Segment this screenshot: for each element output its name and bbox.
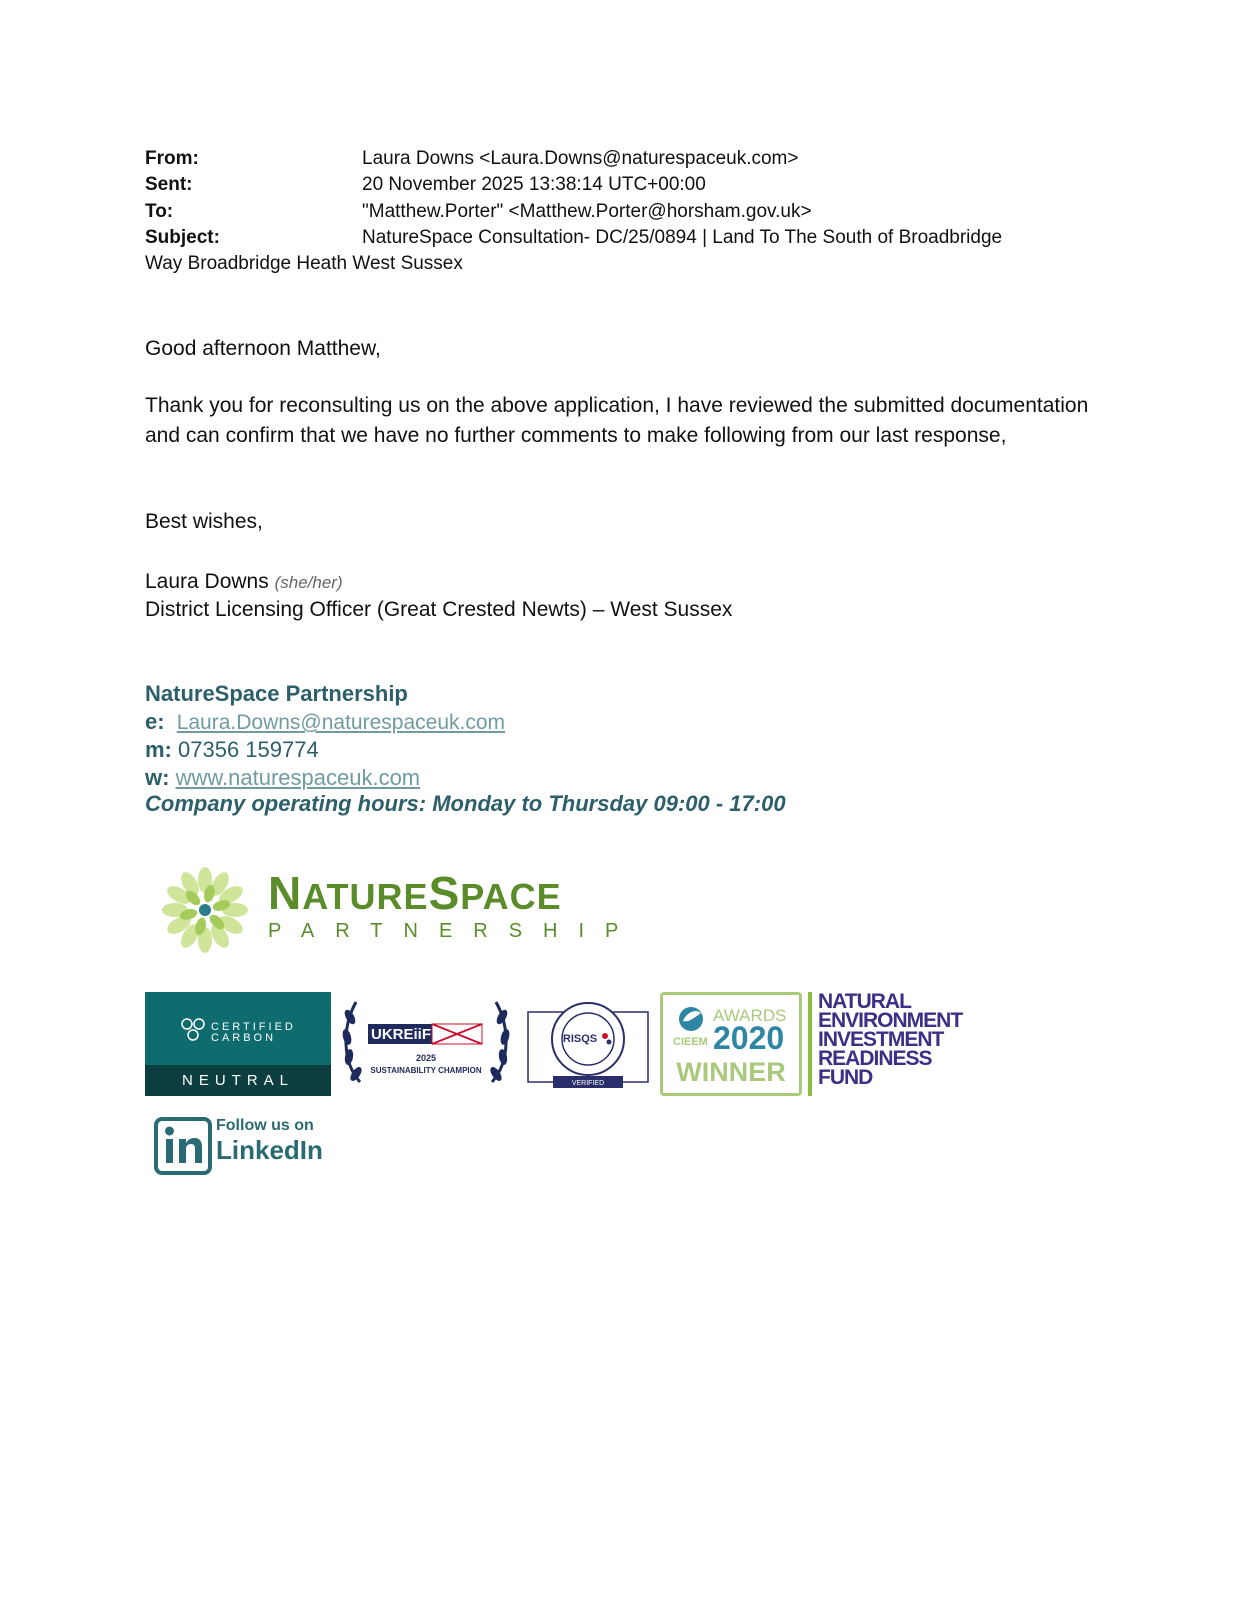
linkedin-follow-button[interactable] (154, 1117, 329, 1175)
mobile-number: 07356 159774 (178, 737, 319, 762)
mobile-label: m: (145, 737, 172, 762)
carbon-neutral-badge (145, 992, 331, 1096)
sender-name-line (145, 567, 1095, 598)
web-label: w: (145, 765, 170, 790)
molecule-icon (179, 1017, 209, 1043)
risqs-seal-icon (525, 992, 651, 1096)
signature-web-row (145, 764, 420, 792)
risqs-caption: VERIFIED (571, 1080, 605, 1087)
linkedin-name: LinkedIn (216, 1135, 323, 1165)
ukreiif-caption: SUSTAINABILITY CHAMPION (370, 1066, 482, 1075)
ccn-bottom: NEUTRAL (145, 1065, 331, 1096)
risqs-badge (525, 992, 651, 1096)
org-name: NatureSpace Partnership (145, 681, 408, 706)
cieem-badge (660, 992, 802, 1096)
operating-hours: Company operating hours: Monday to Thursday 09:00 - 17:00 (145, 791, 786, 816)
ukreiif-year: 2025 (415, 1053, 437, 1063)
cieem-awards: AWARDS (713, 1006, 787, 1025)
risqs-name: RISQS (562, 1033, 598, 1045)
neirf-line: READINESS (818, 1047, 932, 1070)
naturespace-subtitle: PARTNERSHIP (268, 920, 640, 942)
web-link[interactable]: www.naturespaceuk.com (175, 765, 421, 790)
ukreiif-name: UKREiiF (371, 1026, 431, 1043)
cieem-leaf-icon (663, 995, 799, 1093)
ccn-line1: CERTIFIED (211, 1021, 296, 1033)
greeting: Good afternoon Matthew, (145, 337, 381, 360)
subject-continued: Way Broadbridge Heath West Sussex (145, 253, 463, 274)
sender-title: District Licensing Officer (Great Crested Newts) – West Sussex (145, 598, 733, 621)
neirf-line: NATURAL (818, 990, 911, 1013)
subject-label: Subject: (145, 227, 220, 248)
sender-name: Laura Downs (145, 570, 269, 593)
to-label: To: (145, 201, 174, 222)
neirf-line: INVESTMENT (818, 1028, 944, 1051)
flower-icon (160, 865, 250, 955)
signature-mobile-row (145, 736, 319, 764)
ccn-line2: CARBON (211, 1032, 277, 1044)
to-value: "Matthew.Porter" <Matthew.Porter@horsham.gov.uk> (362, 201, 812, 222)
email-link[interactable]: Laura.Downs@naturespaceuk.com (176, 711, 506, 734)
from-label: From: (145, 148, 199, 169)
cieem-year: 2020 (713, 1020, 785, 1056)
sender-pronouns: (she/her) (274, 573, 343, 592)
ukreiif-badge (338, 992, 514, 1096)
naturespace-logo (160, 860, 640, 960)
cieem-winner: WINNER (676, 1057, 786, 1087)
neirf-badge (808, 990, 963, 1096)
neirf-line: ENVIRONMENT (818, 1009, 963, 1032)
linkedin-follow-text: Follow us on (216, 1117, 314, 1134)
naturespace-wordmark: NATURESPACE (268, 867, 562, 919)
body-paragraph: Thank you for reconsulting us on the above application, I have reviewed the submitted documentation and can confirm that we have no further comments to make following from our last response, (145, 394, 1089, 447)
neirf-line: FUND (818, 1066, 873, 1089)
cieem-brand: CIEEM (673, 1036, 708, 1048)
sent-label: Sent: (145, 174, 193, 195)
sent-value: 20 November 2025 13:38:14 UTC+00:00 (362, 174, 706, 195)
laurel-icon (338, 992, 514, 1096)
from-value: Laura Downs <Laura.Downs@naturespaceuk.com> (362, 148, 799, 169)
signature-org (145, 680, 408, 708)
closing: Best wishes, (145, 510, 263, 533)
linkedin-icon (154, 1117, 214, 1175)
email-label: e: (145, 709, 165, 734)
signature-email-row (145, 708, 505, 737)
subject-value: NatureSpace Consultation- DC/25/0894 | Land To The South of Broadbridge (362, 227, 1003, 248)
